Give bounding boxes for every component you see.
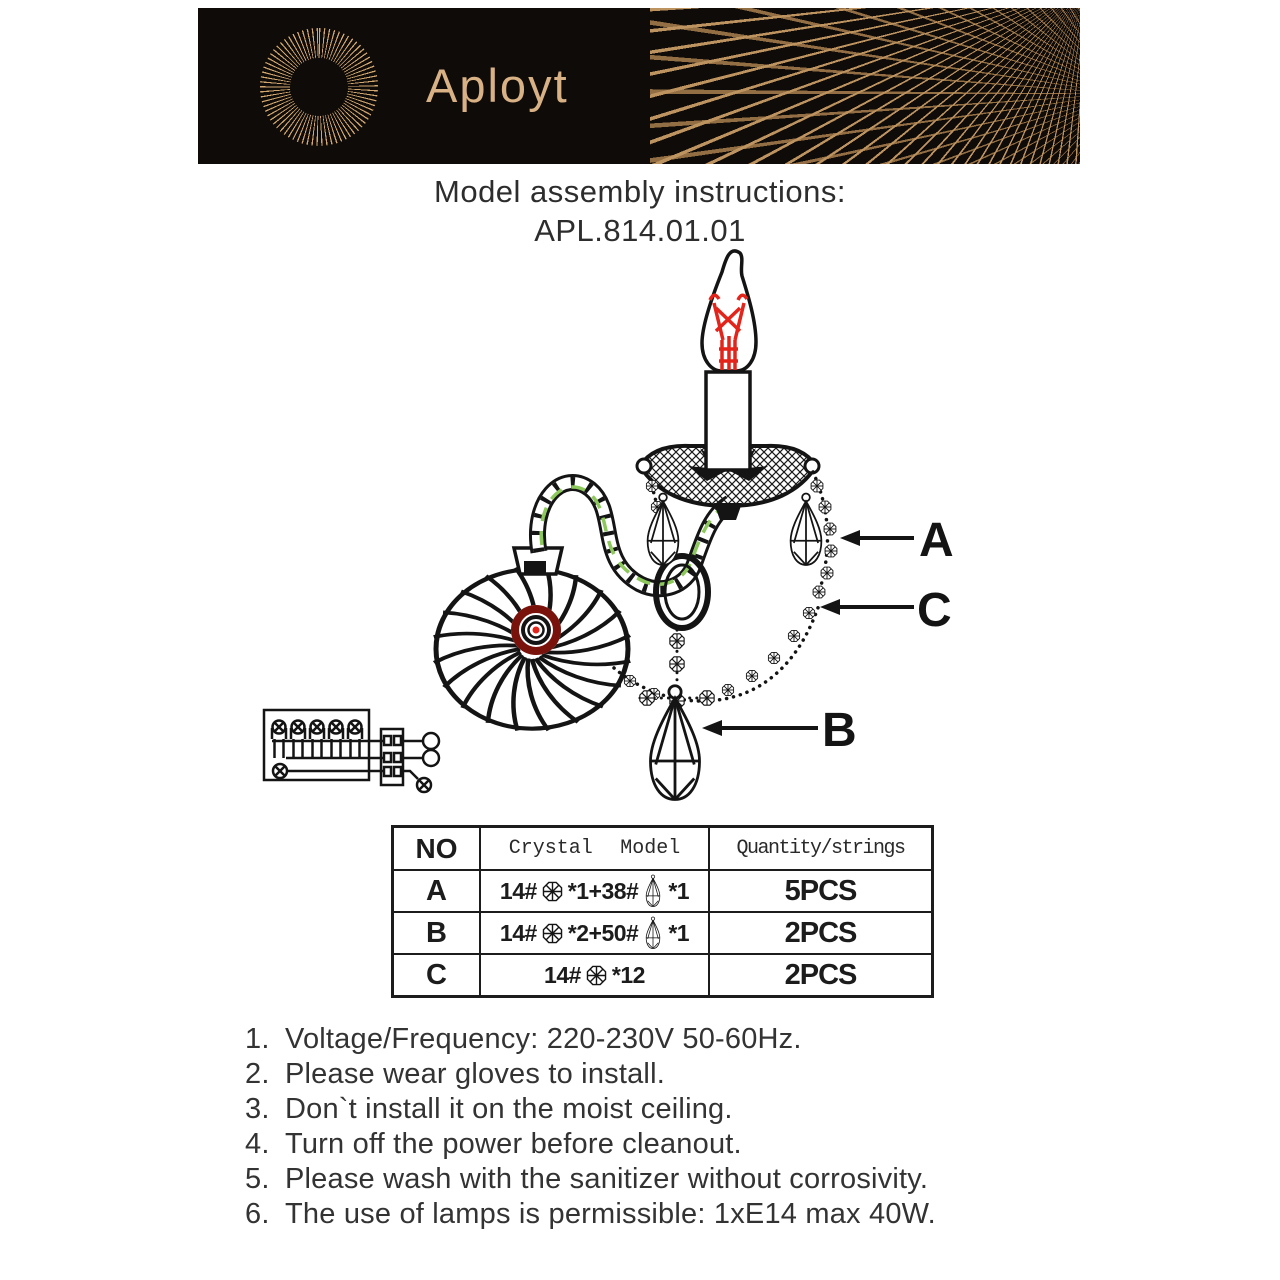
item-text: Turn off the power before cleanout. (285, 1128, 742, 1160)
list-item (245, 1057, 1075, 1092)
table-row (394, 869, 931, 911)
wiring-diagram (264, 710, 439, 792)
model-number: APL.814.01.01 (534, 213, 746, 248)
teardrop-crystal-icon (642, 916, 664, 950)
item-number: 2. (245, 1058, 270, 1090)
item-text: Don`t install it on the moist ceiling. (285, 1093, 733, 1125)
crystal-size: 14# (544, 961, 581, 988)
item-text: Voltage/Frequency: 220-230V 50-60Hz. (285, 1023, 802, 1055)
terminal-block (381, 729, 403, 785)
row-crystal-spec (481, 871, 710, 911)
header-no: NO (394, 828, 481, 869)
item-number: 1. (245, 1023, 270, 1055)
ground-terminal-symbol (417, 778, 431, 792)
header-crystal-model (481, 828, 710, 869)
callout-c (820, 584, 952, 637)
arm-ring (656, 556, 708, 628)
item-number: 3. (245, 1093, 270, 1125)
row-quantity: 2PCS (784, 958, 857, 991)
list-item (245, 1092, 1075, 1127)
row-letter: C (394, 955, 481, 995)
item-number: 5. (245, 1163, 270, 1195)
header-crystal: Crystal (508, 837, 593, 860)
label-a: A (919, 514, 954, 567)
crystal-count: *1+38# (567, 877, 639, 904)
ground-lamp-symbol (273, 764, 287, 778)
row-letter: B (394, 913, 481, 953)
row-quantity: 5PCS (784, 874, 857, 907)
item-number: 4. (245, 1128, 270, 1160)
list-item (245, 1127, 1075, 1162)
item-number: 6. (245, 1198, 270, 1230)
octagon-crystal-icon (585, 964, 608, 987)
festoon-chain-c (614, 602, 820, 701)
item-text: Please wash with the sanitizer without corrosivity. (285, 1163, 929, 1195)
crystal-size: 14# (499, 919, 537, 946)
row-crystal-spec (481, 913, 710, 953)
mounting-hub (511, 605, 561, 655)
row-quantity: 2PCS (784, 916, 857, 949)
row-crystal-spec (481, 955, 710, 995)
instruction-list (245, 1022, 1075, 1232)
label-b: B (822, 704, 857, 757)
page-title: Model assembly instructions: (434, 174, 846, 209)
candle-sleeve (706, 372, 750, 470)
list-item (245, 1162, 1075, 1197)
table-row (394, 911, 931, 953)
header-model: Model (620, 837, 681, 860)
lamp-symbols (272, 721, 362, 759)
octagon-crystal-icon (541, 922, 564, 945)
label-c: C (917, 584, 952, 637)
crystal-count2: *1 (668, 919, 690, 946)
wall-plate-swirl (434, 548, 630, 731)
item-text: The use of lamps is permissible: 1xE14 max 40W. (285, 1198, 936, 1230)
pendant-drop-b (640, 630, 715, 800)
crystal-quantity-table (391, 825, 934, 998)
table-header-row (394, 828, 931, 869)
row-letter: A (394, 871, 481, 911)
crystal-size: 14# (499, 877, 537, 904)
crystal-strand-a (791, 472, 837, 598)
table-row (394, 953, 931, 995)
teardrop-crystal-icon (642, 874, 664, 908)
callout-b (702, 704, 857, 757)
crystal-count: *2+50# (567, 919, 639, 946)
brand-name: Aployt (426, 59, 569, 112)
item-text: Please wear gloves to install. (285, 1058, 665, 1090)
octagon-crystal-icon (541, 880, 564, 903)
callout-a (840, 514, 954, 567)
list-item (245, 1022, 1075, 1057)
flame-bulb (702, 251, 756, 371)
crystal-count: *12 (611, 961, 645, 988)
header-quantity: Quantity/strings (736, 837, 905, 860)
crystal-count2: *1 (668, 877, 690, 904)
list-item (245, 1197, 1075, 1232)
